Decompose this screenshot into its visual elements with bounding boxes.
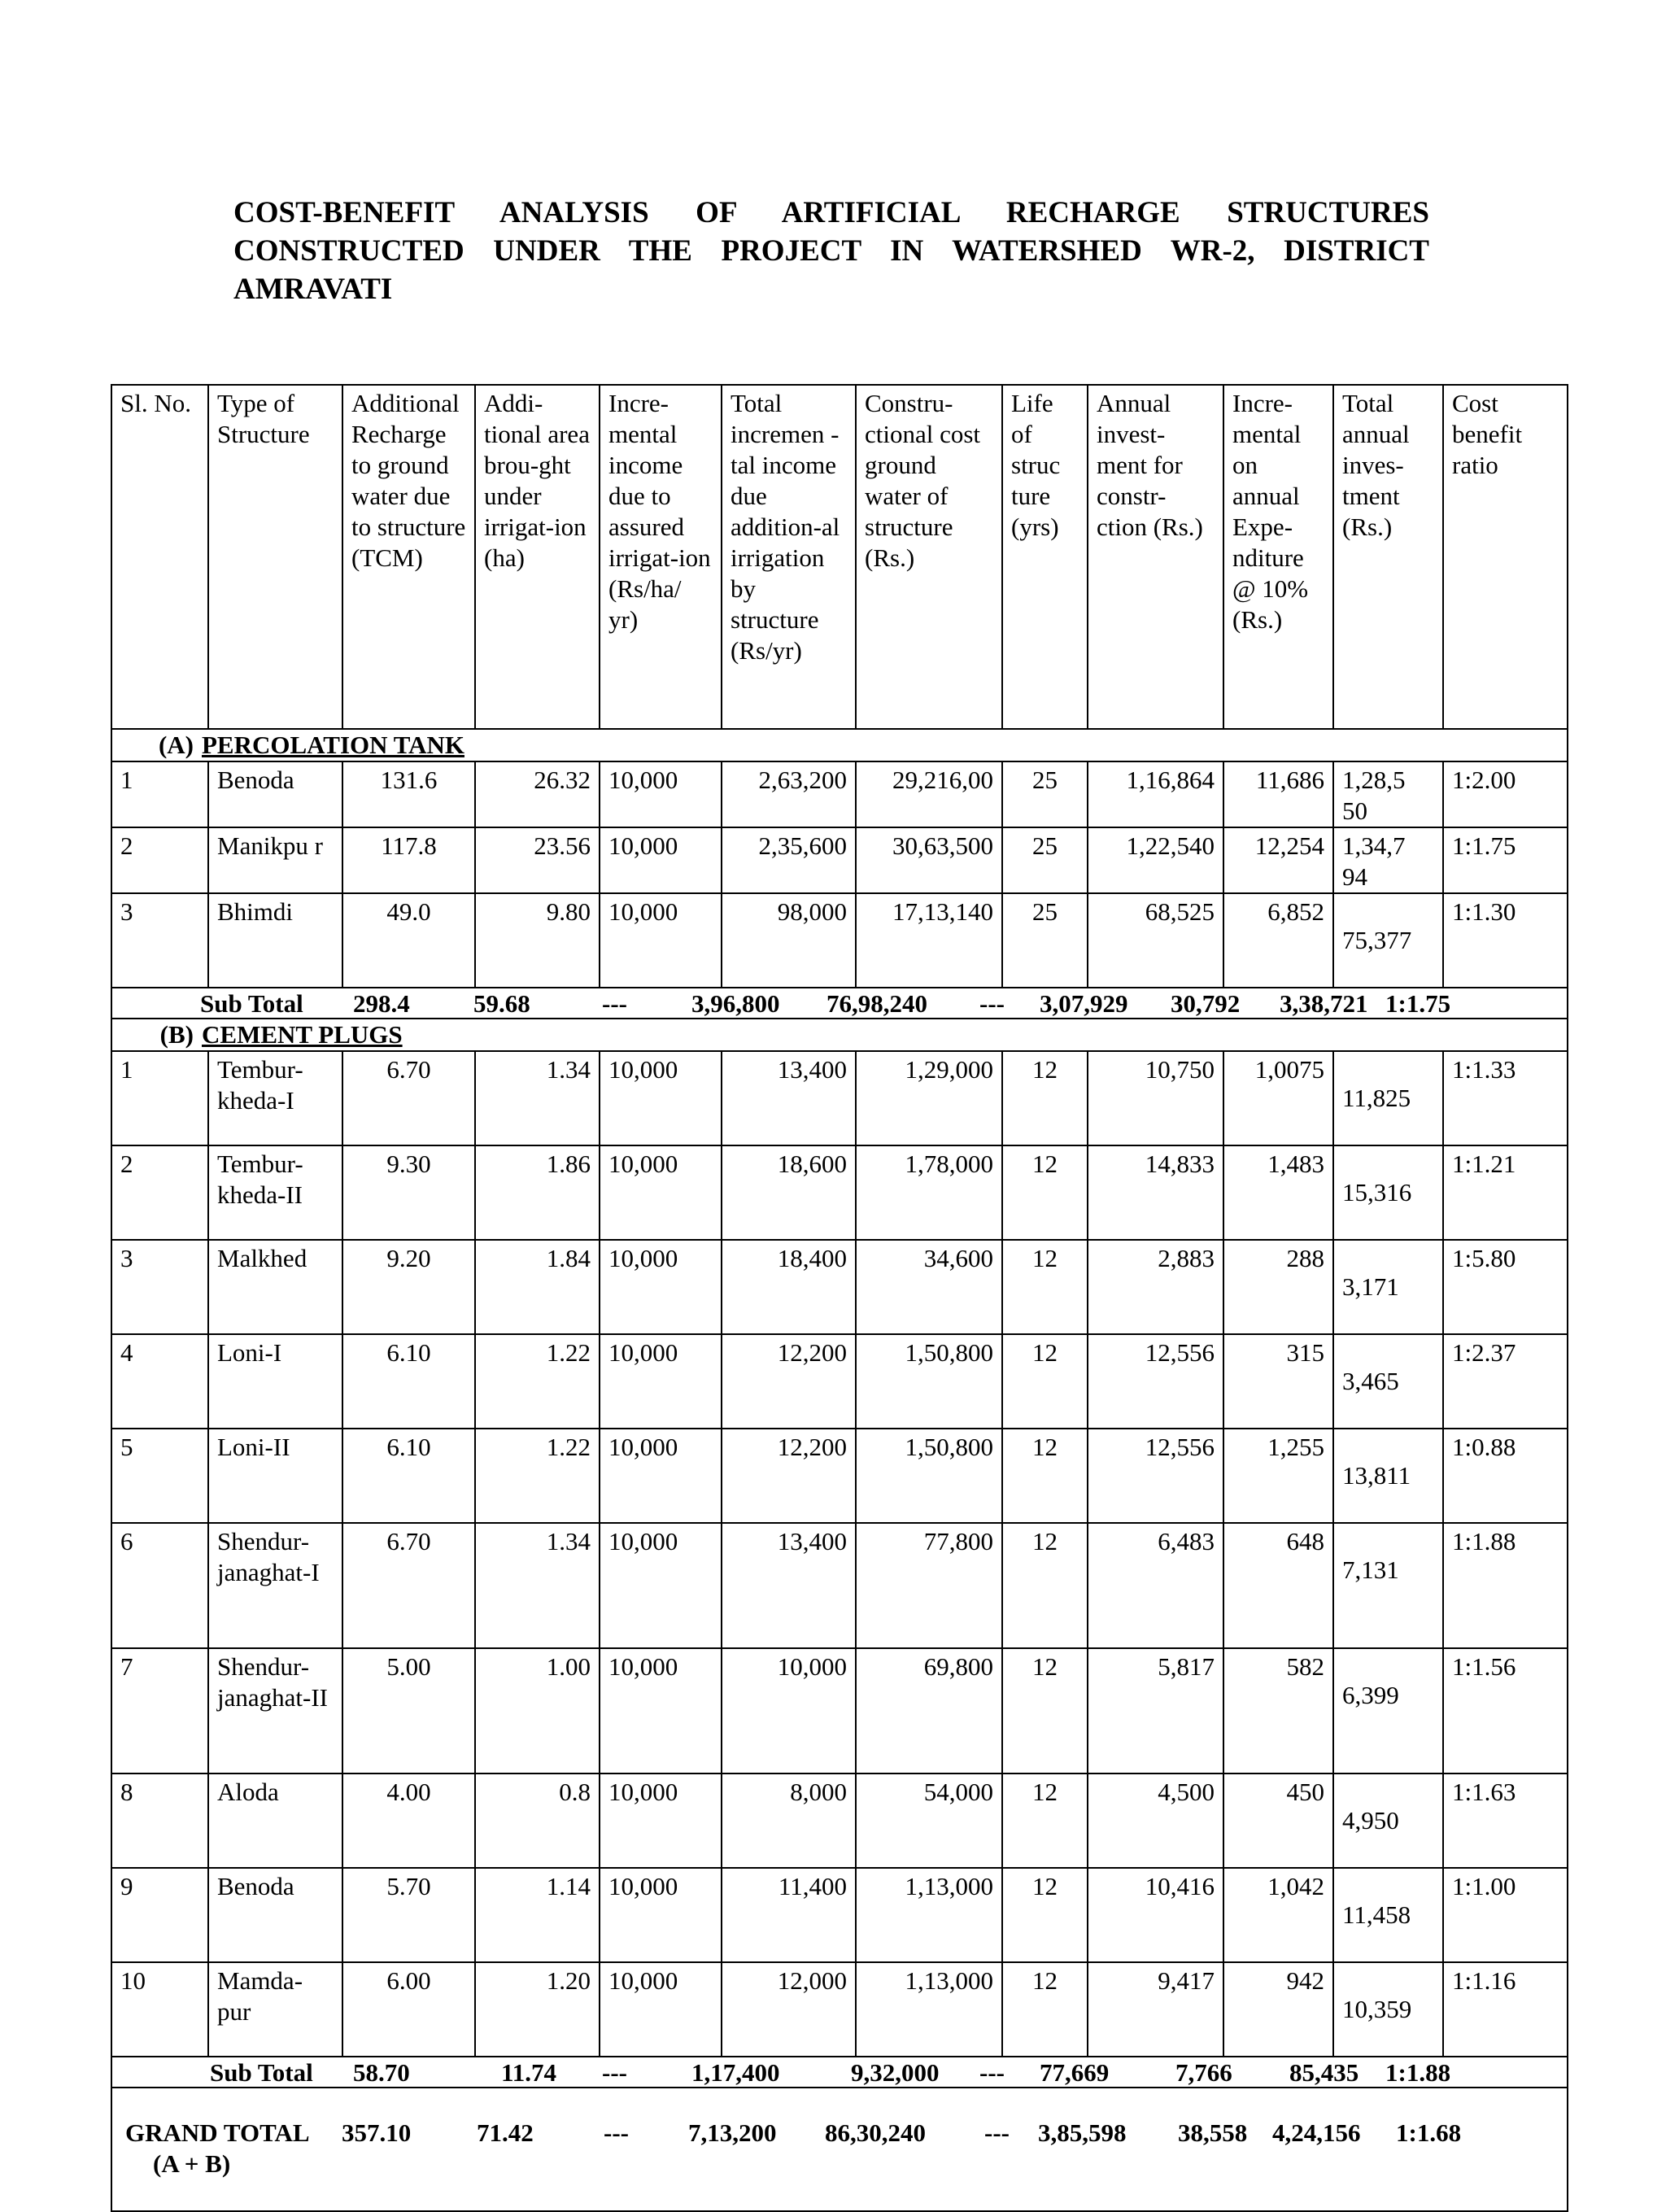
table-cell-recharge: 6.10 xyxy=(342,1429,475,1523)
table-cell-total-inv: 11,825 xyxy=(1333,1051,1443,1145)
grand-total-label-sub: (A + B) xyxy=(153,2149,231,2178)
cost-benefit-table xyxy=(111,384,1568,2212)
table-cell-recharge: 131.6 xyxy=(342,761,475,827)
table-cell-total-income: 13,400 xyxy=(722,1523,856,1648)
table-cell-inc-exp: 288 xyxy=(1223,1240,1333,1334)
table-cell-annual-inv: 5,817 xyxy=(1088,1648,1223,1774)
table-cell-inc-exp: 6,852 xyxy=(1223,893,1333,988)
grand-total-ratio: 1:1.68 xyxy=(1396,2118,1462,2147)
table-row xyxy=(111,1868,1568,1962)
table-cell-sl: 4 xyxy=(111,1334,208,1429)
table-cell-total-inv: 75,377 xyxy=(1333,893,1443,988)
table-cell-type: Mamda-pur xyxy=(208,1962,342,2057)
subtotal-total-income: 3,96,800 xyxy=(691,989,780,1018)
header-cell: Incre-mental on annual Expe-nditure @ 10% (Rs.) xyxy=(1223,385,1333,729)
table-cell-inc-income: 10,000 xyxy=(600,827,722,893)
table-cell-inc-exp: 11,686 xyxy=(1223,761,1333,827)
table-cell-ratio: 1:1.56 xyxy=(1443,1648,1568,1774)
table-row xyxy=(111,1429,1568,1523)
table-cell-annual-inv: 2,883 xyxy=(1088,1240,1223,1334)
table-cell-cost: 1,29,000 xyxy=(856,1051,1002,1145)
table-cell-sl: 6 xyxy=(111,1523,208,1648)
table-cell-inc-income: 10,000 xyxy=(600,1774,722,1868)
table-cell-total-income: 13,400 xyxy=(722,1051,856,1145)
table-cell-inc-income: 10,000 xyxy=(600,1334,722,1429)
table-cell-life: 25 xyxy=(1002,827,1088,893)
subtotal-cell xyxy=(111,2057,1568,2088)
table-cell-area: 1.86 xyxy=(475,1145,600,1240)
table-row xyxy=(111,827,1568,893)
table-cell-inc-income: 10,000 xyxy=(600,761,722,827)
table-cell-total-inv: 4,950 xyxy=(1333,1774,1443,1868)
table-cell-recharge: 4.00 xyxy=(342,1774,475,1868)
table-row xyxy=(111,761,1568,827)
table-cell-type: Aloda xyxy=(208,1774,342,1868)
header-cell: Addi-tional area brou-ght under irrigat-ion (ha) xyxy=(475,385,600,729)
table-cell-cost: 1,13,000 xyxy=(856,1962,1002,2057)
table-cell-ratio: 1:1.21 xyxy=(1443,1145,1568,1240)
grand-total-inc-income: --- xyxy=(604,2118,629,2147)
table-cell-cost: 30,63,500 xyxy=(856,827,1002,893)
subtotal-label: Sub Total xyxy=(200,989,303,1018)
table-cell-annual-inv: 6,483 xyxy=(1088,1523,1223,1648)
table-cell-total-inv: 6,399 xyxy=(1333,1648,1443,1774)
table-cell-total-income: 18,400 xyxy=(722,1240,856,1334)
table-cell-area: 0.8 xyxy=(475,1774,600,1868)
subtotal-cost: 76,98,240 xyxy=(826,989,927,1018)
table-cell-area: 1.34 xyxy=(475,1051,600,1145)
subtotal-inc-exp: 7,766 xyxy=(1175,2058,1232,2087)
table-cell-inc-exp: 315 xyxy=(1223,1334,1333,1429)
grand-total-total-inv: 4,24,156 xyxy=(1272,2118,1361,2147)
table-cell-life: 25 xyxy=(1002,893,1088,988)
header-row xyxy=(111,385,1568,729)
table-cell-ratio: 1:1.75 xyxy=(1443,827,1568,893)
section-header-cell xyxy=(111,729,1568,761)
table-row xyxy=(111,1240,1568,1334)
table-cell-inc-exp: 12,254 xyxy=(1223,827,1333,893)
subtotal-annual-inv: 77,669 xyxy=(1040,2058,1110,2087)
table-cell-inc-exp: 582 xyxy=(1223,1648,1333,1774)
table-cell-ratio: 1:1.88 xyxy=(1443,1523,1568,1648)
table-cell-inc-exp: 942 xyxy=(1223,1962,1333,2057)
table-cell-type: Loni-II xyxy=(208,1429,342,1523)
table-cell-total-inv: 11,458 xyxy=(1333,1868,1443,1962)
header-cell: Incre-mental income due to assured irrigat-ion (Rs/ha/ yr) xyxy=(600,385,722,729)
table-cell-recharge: 6.70 xyxy=(342,1523,475,1648)
table-cell-recharge: 9.30 xyxy=(342,1145,475,1240)
table-cell-annual-inv: 10,750 xyxy=(1088,1051,1223,1145)
table-cell-area: 1.22 xyxy=(475,1334,600,1429)
table-cell-ratio: 1:1.30 xyxy=(1443,893,1568,988)
table-cell-inc-exp: 1,042 xyxy=(1223,1868,1333,1962)
grand-total-inc-exp: 38,558 xyxy=(1178,2118,1248,2147)
table-row xyxy=(111,1523,1568,1648)
table-cell-life: 12 xyxy=(1002,1051,1088,1145)
subtotal-inc-exp: 30,792 xyxy=(1171,989,1241,1018)
table-row xyxy=(111,1051,1568,1145)
table-row xyxy=(111,1145,1568,1240)
table-cell-inc-exp: 1,483 xyxy=(1223,1145,1333,1240)
grand-total-area: 71.42 xyxy=(477,2118,534,2147)
grand-total-cell xyxy=(111,2088,1568,2211)
title-line-3: AMRAVATI xyxy=(233,273,393,306)
title-line-2: CONSTRUCTED UNDER THE PROJECT IN WATERSHED WR-2, DISTRICT xyxy=(233,234,1429,268)
table-cell-area: 1.14 xyxy=(475,1868,600,1962)
table-cell-cost: 1,50,800 xyxy=(856,1334,1002,1429)
table-cell-recharge: 117.8 xyxy=(342,827,475,893)
table-cell-annual-inv: 12,556 xyxy=(1088,1429,1223,1523)
title-line-1: COST-BENEFIT ANALYSIS OF ARTIFICIAL RECHARGE STRUCTURES xyxy=(233,196,1429,229)
subtotal-cost: 9,32,000 xyxy=(851,2058,940,2087)
table-cell-annual-inv: 9,417 xyxy=(1088,1962,1223,2057)
table-cell-sl: 2 xyxy=(111,1145,208,1240)
table-row xyxy=(111,1962,1568,2057)
table-cell-inc-income: 10,000 xyxy=(600,1429,722,1523)
table-cell-total-income: 12,200 xyxy=(722,1429,856,1523)
table-cell-sl: 3 xyxy=(111,893,208,988)
table-cell-area: 1.34 xyxy=(475,1523,600,1648)
table-cell-inc-exp: 1,255 xyxy=(1223,1429,1333,1523)
table-cell-inc-income: 10,000 xyxy=(600,1240,722,1334)
table-cell-inc-income: 10,000 xyxy=(600,1648,722,1774)
subtotal-label: Sub Total xyxy=(210,2058,313,2087)
table-cell-type: Bhimdi xyxy=(208,893,342,988)
table-cell-life: 12 xyxy=(1002,1429,1088,1523)
table-cell-cost: 1,50,800 xyxy=(856,1429,1002,1523)
table-cell-total-inv: 1,28,5 50 xyxy=(1333,761,1443,827)
table-cell-life: 12 xyxy=(1002,1240,1088,1334)
section-header-cell xyxy=(111,1019,1568,1051)
table-cell-annual-inv: 10,416 xyxy=(1088,1868,1223,1962)
table-cell-total-inv: 7,131 xyxy=(1333,1523,1443,1648)
table-cell-type: Benoda xyxy=(208,761,342,827)
table-cell-type: Shendur-janaghat-I xyxy=(208,1523,342,1648)
table-cell-annual-inv: 4,500 xyxy=(1088,1774,1223,1868)
table-cell-total-inv: 13,811 xyxy=(1333,1429,1443,1523)
table-cell-type: Loni-I xyxy=(208,1334,342,1429)
table-row xyxy=(111,1648,1568,1774)
table-cell-area: 26.32 xyxy=(475,761,600,827)
table-cell-type: Shendur-janaghat-II xyxy=(208,1648,342,1774)
subtotal-area: 11.74 xyxy=(501,2058,557,2087)
table-cell-inc-exp: 450 xyxy=(1223,1774,1333,1868)
header-cell: Total annual inves-tment (Rs.) xyxy=(1333,385,1443,729)
subtotal-annual-inv: 3,07,929 xyxy=(1040,989,1128,1018)
subtotal-recharge: 58.70 xyxy=(353,2058,410,2087)
table-cell-recharge: 5.70 xyxy=(342,1868,475,1962)
table-cell-recharge: 6.00 xyxy=(342,1962,475,2057)
grand-total-total-income: 7,13,200 xyxy=(688,2118,777,2147)
header-cell: Additional Recharge to ground water due to structure (TCM) xyxy=(342,385,475,729)
grand-total-life: --- xyxy=(984,2118,1010,2147)
table-cell-annual-inv: 1,22,540 xyxy=(1088,827,1223,893)
table-cell-total-inv: 3,465 xyxy=(1333,1334,1443,1429)
table-cell-ratio: 1:1.63 xyxy=(1443,1774,1568,1868)
table-cell-inc-income: 10,000 xyxy=(600,1051,722,1145)
table-row xyxy=(111,1774,1568,1868)
table-cell-life: 12 xyxy=(1002,1962,1088,2057)
table-cell-life: 12 xyxy=(1002,1774,1088,1868)
section-label: (B) xyxy=(159,1020,194,1049)
table-row xyxy=(111,1334,1568,1429)
table-cell-area: 1.00 xyxy=(475,1648,600,1774)
subtotal-total-inv: 85,435 xyxy=(1289,2058,1359,2087)
table-cell-cost: 69,800 xyxy=(856,1648,1002,1774)
section-name: CEMENT PLUGS xyxy=(202,1020,403,1049)
table-cell-ratio: 1:5.80 xyxy=(1443,1240,1568,1334)
grand-total-annual-inv: 3,85,598 xyxy=(1038,2118,1127,2147)
table-cell-life: 25 xyxy=(1002,761,1088,827)
table-cell-area: 1.20 xyxy=(475,1962,600,2057)
grand-total-label: GRAND TOTAL xyxy=(125,2118,310,2147)
table-cell-cost: 34,600 xyxy=(856,1240,1002,1334)
table-cell-ratio: 1:2.37 xyxy=(1443,1334,1568,1429)
table-cell-sl: 9 xyxy=(111,1868,208,1962)
table-cell-area: 9.80 xyxy=(475,893,600,988)
table-cell-annual-inv: 68,525 xyxy=(1088,893,1223,988)
table-cell-inc-income: 10,000 xyxy=(600,1962,722,2057)
table-cell-total-inv: 3,171 xyxy=(1333,1240,1443,1334)
table-cell-ratio: 1:0.88 xyxy=(1443,1429,1568,1523)
subtotal-ratio: 1:1.75 xyxy=(1385,989,1451,1018)
table-cell-total-inv: 1,34,7 94 xyxy=(1333,827,1443,893)
table-cell-total-income: 12,000 xyxy=(722,1962,856,2057)
table-cell-type: Malkhed xyxy=(208,1240,342,1334)
subtotal-row xyxy=(111,2057,1568,2088)
grand-total-row xyxy=(111,2088,1568,2211)
table-cell-recharge: 6.10 xyxy=(342,1334,475,1429)
table-cell-inc-exp: 1,0075 xyxy=(1223,1051,1333,1145)
page-title xyxy=(233,194,1429,308)
subtotal-inc-income: --- xyxy=(602,2058,627,2087)
table-cell-recharge: 49.0 xyxy=(342,893,475,988)
table-cell-area: 1.22 xyxy=(475,1429,600,1523)
table-cell-life: 12 xyxy=(1002,1648,1088,1774)
table-cell-area: 23.56 xyxy=(475,827,600,893)
section-header-row xyxy=(111,1019,1568,1051)
table-cell-sl: 2 xyxy=(111,827,208,893)
subtotal-ratio: 1:1.88 xyxy=(1385,2058,1451,2087)
table-cell-life: 12 xyxy=(1002,1523,1088,1648)
table-cell-ratio: 1:1.00 xyxy=(1443,1868,1568,1962)
table-cell-total-income: 12,200 xyxy=(722,1334,856,1429)
subtotal-area: 59.68 xyxy=(473,989,530,1018)
table-cell-sl: 8 xyxy=(111,1774,208,1868)
table-cell-type: Manikpu r xyxy=(208,827,342,893)
table-cell-life: 12 xyxy=(1002,1334,1088,1429)
table-cell-recharge: 6.70 xyxy=(342,1051,475,1145)
table-cell-inc-income: 10,000 xyxy=(600,1145,722,1240)
grand-total-recharge: 357.10 xyxy=(342,2118,412,2147)
subtotal-life: --- xyxy=(979,2058,1005,2087)
table-cell-cost: 54,000 xyxy=(856,1774,1002,1868)
subtotal-inc-income: --- xyxy=(602,989,627,1018)
table-cell-ratio: 1:1.33 xyxy=(1443,1051,1568,1145)
subtotal-row xyxy=(111,988,1568,1019)
section-label: (A) xyxy=(158,731,194,759)
table-cell-sl: 1 xyxy=(111,761,208,827)
table-cell-inc-income: 10,000 xyxy=(600,893,722,988)
table-cell-total-income: 11,400 xyxy=(722,1868,856,1962)
section-name: PERCOLATION TANK xyxy=(202,731,464,759)
table-cell-sl: 3 xyxy=(111,1240,208,1334)
table-cell-cost: 1,78,000 xyxy=(856,1145,1002,1240)
table-cell-total-inv: 10,359 xyxy=(1333,1962,1443,2057)
header-cell: Total incremen -tal income due addition-al irrigation by structure (Rs/yr) xyxy=(722,385,856,729)
table-cell-cost: 29,216,00 xyxy=(856,761,1002,827)
table-cell-inc-income: 10,000 xyxy=(600,1868,722,1962)
table-cell-type: Tembur-kheda-I xyxy=(208,1051,342,1145)
table-cell-type: Benoda xyxy=(208,1868,342,1962)
table-cell-sl: 10 xyxy=(111,1962,208,2057)
table-cell-sl: 1 xyxy=(111,1051,208,1145)
table-cell-life: 12 xyxy=(1002,1868,1088,1962)
header-cell: Annual invest-ment for constr-ction (Rs.) xyxy=(1088,385,1223,729)
table-cell-annual-inv: 1,16,864 xyxy=(1088,761,1223,827)
header-cell: Type of Structure xyxy=(208,385,342,729)
table-cell-ratio: 1:1.16 xyxy=(1443,1962,1568,2057)
table-cell-total-income: 8,000 xyxy=(722,1774,856,1868)
header-cell: Cost benefit ratio xyxy=(1443,385,1568,729)
subtotal-life: --- xyxy=(979,989,1005,1018)
table-cell-area: 1.84 xyxy=(475,1240,600,1334)
table-cell-total-income: 10,000 xyxy=(722,1648,856,1774)
table-row xyxy=(111,893,1568,988)
table-cell-sl: 7 xyxy=(111,1648,208,1774)
table-cell-recharge: 5.00 xyxy=(342,1648,475,1774)
table-cell-total-income: 2,35,600 xyxy=(722,827,856,893)
subtotal-total-inv: 3,38,721 xyxy=(1280,989,1368,1018)
section-header-row xyxy=(111,729,1568,761)
subtotal-recharge: 298.4 xyxy=(353,989,410,1018)
table-cell-life: 12 xyxy=(1002,1145,1088,1240)
table-cell-type: Tembur-kheda-II xyxy=(208,1145,342,1240)
subtotal-total-income: 1,17,400 xyxy=(691,2058,780,2087)
table-body xyxy=(111,385,1568,2211)
table-cell-cost: 1,13,000 xyxy=(856,1868,1002,1962)
table-cell-total-income: 18,600 xyxy=(722,1145,856,1240)
table-cell-annual-inv: 14,833 xyxy=(1088,1145,1223,1240)
table-cell-annual-inv: 12,556 xyxy=(1088,1334,1223,1429)
table-cell-sl: 5 xyxy=(111,1429,208,1523)
table-cell-cost: 17,13,140 xyxy=(856,893,1002,988)
table-cell-total-income: 2,63,200 xyxy=(722,761,856,827)
header-cell: Sl. No. xyxy=(111,385,208,729)
table-cell-recharge: 9.20 xyxy=(342,1240,475,1334)
table-cell-cost: 77,800 xyxy=(856,1523,1002,1648)
subtotal-cell xyxy=(111,988,1568,1019)
table-cell-total-income: 98,000 xyxy=(722,893,856,988)
table-cell-inc-exp: 648 xyxy=(1223,1523,1333,1648)
header-cell: Life of struc ture (yrs) xyxy=(1002,385,1088,729)
table-cell-ratio: 1:2.00 xyxy=(1443,761,1568,827)
header-cell: Constru-ctional cost ground water of structure (Rs.) xyxy=(856,385,1002,729)
table-cell-total-inv: 15,316 xyxy=(1333,1145,1443,1240)
table-cell-inc-income: 10,000 xyxy=(600,1523,722,1648)
grand-total-cost: 86,30,240 xyxy=(825,2118,926,2147)
